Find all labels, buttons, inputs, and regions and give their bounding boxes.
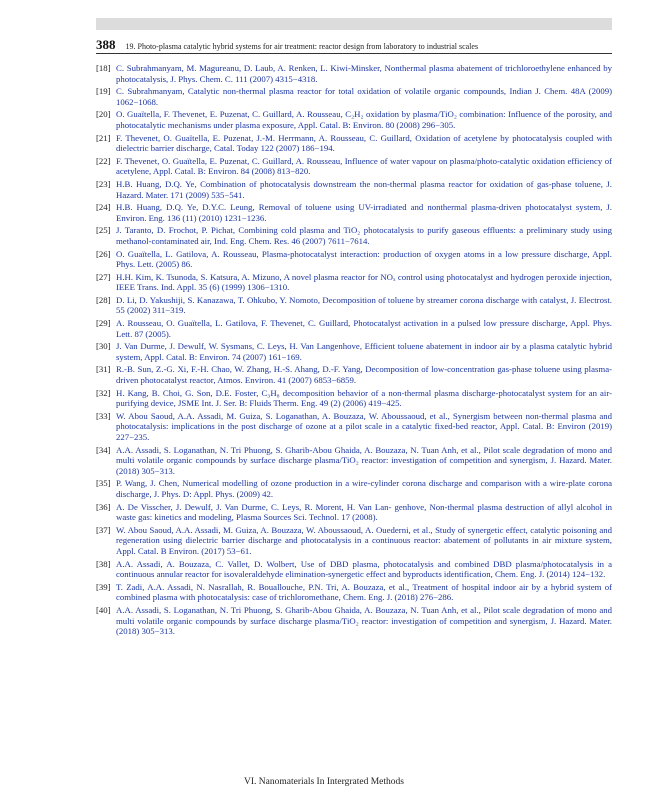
reference-link[interactable]: A.A. Assadi, S. Loganathan, N. Tri Phuong, S. Gharib-Abou Ghaida, A. Bouzaza, N. Tuan Anh, et al., Pilot scale degradation of mono and multi volatile organic compounds by surface discharge plasma/TiO₂ reactor: investigation of competition and synergism, J. Hazard. Mater. (2018) 305−313.: [116, 604, 612, 637]
reference-item: [96, 249, 612, 270]
reference-link[interactable]: W. Abou Saoud, A.A. Assadi, M. Guiza, S. Loganathan, A. Bouzaza, W. Aboussaoud, et al., Synergism between non-thermal plasma and photocatalysis: implications in the post discharge of ozone at a pilot scale in a catalytic fixed-bed reactor, Appl. Catal. B: Environ (2019) 227−235.: [116, 410, 612, 442]
reference-item: [96, 202, 612, 223]
reference-number: [30]: [96, 341, 111, 352]
reference-number: [34]: [96, 444, 111, 455]
reference-item: [96, 295, 612, 316]
reference-item: [96, 559, 612, 580]
reference-item: [96, 582, 612, 603]
reference-number: [22]: [96, 155, 111, 166]
reference-item: [96, 63, 612, 84]
header-band: [96, 18, 612, 30]
page-number: 388: [96, 37, 116, 52]
reference-number: [31]: [96, 364, 111, 375]
reference-number: [29]: [96, 318, 111, 329]
reference-number: [19]: [96, 86, 111, 97]
reference-link[interactable]: T. Zadi, A.A. Assadi, N. Nasrallah, R. Bouallouche, P.N. Tri, A. Bouzaza, et al., Treatment of hospital indoor air by a hybrid system of combined plasma with photocatalysis: case of trichloromethane, Chem. Eng. J. (2018) 276−286.: [116, 581, 612, 603]
reference-item: [96, 318, 612, 339]
reference-number: [24]: [96, 202, 111, 213]
reference-number: [39]: [96, 581, 111, 592]
reference-item: [96, 388, 612, 409]
reference-item: [96, 605, 612, 637]
section-footer: VI. Nanomaterials In Intergrated Methods: [244, 777, 404, 787]
reference-link[interactable]: C. Subrahmanyam, Catalytic non-thermal plasma reactor for total oxidation of volatile organic compounds, Indian J. Chem. 48A (2009) 1062−1068.: [116, 86, 612, 107]
reference-link[interactable]: W. Abou Saoud, A.A. Assadi, M. Guiza, A. Bouzaza, W. Aboussaoud, A. Ouederni, et al., Study of synergetic effect, catalytic poisoning and regeneration using dielectric barrier discharge and photocatalysis in a continuous reactor: abatement of pollutants in air mixture system, Appl. Catal. B Environ. (2017) 53−61.: [116, 524, 612, 556]
reference-link[interactable]: A.A. Assadi, S. Loganathan, N. Tri Phuong, S. Gharib-Abou Ghaida, A. Bouzaza, N. Tuan Anh, et al., Pilot scale degradation of mono and multi volatile organic compounds by surface discharge plasma/TiO₂ reactor: investigation of competition and synergism, J. Hazard. Mater. (2018) 305−313.: [116, 444, 612, 476]
reference-link[interactable]: A. Rousseau, O. Guaïtella, L. Gatilova, F. Thevenet, C. Guillard, Photocatalyst activation in a pulsed low pressure discharge, Appl. Phys. Lett. 87 (2005).: [116, 318, 612, 339]
reference-list: [96, 63, 612, 639]
running-header: [96, 37, 612, 54]
reference-number: [36]: [96, 501, 111, 512]
reference-number: [18]: [96, 63, 111, 73]
reference-link[interactable]: O. Guaïtella, F. Thevenet, E. Puzenat, C. Guillard, A. Rousseau, C₂H₂ oxidation by plasma/TiO₂ combination: Influence of the porosity, and photocatalytic mechanisms under plasma exposure, Appl. Catal. B: Environ. 80 (2008) 296−305.: [116, 109, 612, 130]
reference-number: [27]: [96, 271, 111, 282]
reference-item: [96, 225, 612, 246]
reference-number: [20]: [96, 109, 111, 120]
reference-number: [23]: [96, 178, 111, 189]
reference-link[interactable]: H.B. Huang, D.Q. Ye, Combination of photocatalysis downstream the non-thermal plasma reactor for oxidation of gas-phase toluene, J. Hazard. Mater. 171 (2009) 535−541.: [116, 178, 612, 200]
reference-link[interactable]: J. Taranto, D. Frochot, P. Pichat, Combining cold plasma and TiO₂ photocatalysis to purify gaseous effluents: a preliminary study using methanol-contaminated air, Ind. Eng. Chem. Res. 46 (2007) 7611−7614.: [116, 225, 612, 246]
reference-link[interactable]: O. Guaïtella, L. Gatilova, A. Rousseau, Plasma-photocatalyst interaction: production of oxygen atoms in a low pressure discharge, Appl. Phys. Lett. (2005) 86.: [116, 248, 612, 270]
reference-item: [96, 86, 612, 107]
reference-link[interactable]: J. Van Durme, J. Dewulf, W. Sysmans, C. Leys, H. Van Langenhove, Efficient toluene abatement in indoor air by a plasma catalytic hybrid system, Appl. Catal. B: Environ. 74 (2007) 161−169.: [116, 341, 612, 362]
reference-link[interactable]: R.-B. Sun, Z.-G. Xi, F.-H. Chao, W. Zhang, H.-S. Ahang, D.-F. Yang, Decomposition of low-concentration gas-phase toluene using plasma-driven photocatalyst reactor, Atmos. Environ. 41 (2007) 6853−6859.: [116, 364, 612, 386]
reference-number: [21]: [96, 132, 111, 143]
reference-number: [25]: [96, 225, 111, 236]
reference-item: [96, 411, 612, 443]
reference-link[interactable]: F. Thevenet, O. Guaïtella, E. Puzenat, C. Guillard, A. Rousseau, Influence of water vapour on plasma/photo-catalytic oxidation efficiency of acetylene, Appl. Catal. B: Environ. 84 (2008) 813−820.: [116, 155, 612, 177]
reference-item: [96, 478, 612, 499]
reference-link[interactable]: H.H. Kim, K. Tsunoda, S. Katsura, A. Mizuno, A novel plasma reactor for NOₓ control using photocatalyst and hydrogen peroxide injection, IEEE Trans. Ind. Appl. 35 (6) (1999) 1306−1310.: [116, 271, 612, 293]
reference-link[interactable]: D. Li, D. Yakushiji, S. Kanazawa, T. Ohkubo, Y. Nomoto, Decomposition of toluene by streamer corona discharge with catalyst, J. Electrost. 55 (2002) 311−319.: [116, 294, 612, 316]
reference-number: [28]: [96, 294, 111, 305]
reference-number: [26]: [96, 248, 111, 259]
reference-item: [96, 156, 612, 177]
reference-link[interactable]: H.B. Huang, D.Q. Ye, D.Y.C. Leung, Removal of toluene using UV-irradiated and nonthermal plasma-driven photocatalyst system, J. Environ. Eng. 136 (11) (2010) 1231−1236.: [116, 202, 612, 223]
reference-item: [96, 341, 612, 362]
reference-item: [96, 109, 612, 130]
reference-link[interactable]: P. Wang, J. Chen, Numerical modelling of ozone production in a wire-cylinder corona discharge and comparison with a wire-plate corona discharge, J. Phys. D: Appl. Phys. (2009) 42.: [116, 478, 612, 499]
running-title: 19. Photo-plasma catalytic hybrid systems for air treatment: reactor design from laboratory to industrial scales: [125, 42, 479, 51]
reference-link[interactable]: H. Kang, B. Choi, G. Son, D.E. Foster, C₃H₈ decomposition behavior of a non-thermal plasma discharge-photocatalyst system for an air-purifying device, JSME Int. J. Ser. B: Fluids Therm. Eng. 49 (2) (2006) 419−425.: [116, 387, 612, 409]
reference-number: [40]: [96, 604, 111, 615]
reference-link[interactable]: C. Subrahmanyam, M. Magureanu, D. Laub, A. Renken, L. Kiwi-Minsker, Nonthermal plasma abatement of trichloroethylene enhanced by photocatalysis, J. Phys. Chem. C. 111 (2007) 4315−4318.: [116, 63, 612, 84]
reference-item: [96, 179, 612, 200]
reference-item: [96, 133, 612, 154]
reference-number: [33]: [96, 410, 111, 421]
reference-item: [96, 525, 612, 557]
reference-item: [96, 364, 612, 385]
reference-link[interactable]: F. Thevenet, O. Guaïtella, E. Puzenat, J.-M. Herrmann, A. Rousseau, C. Guillard, Oxidation of acetylene by photocatalysis coupled with dielectric barrier discharge, Catal. Today 122 (2007) 186−194.: [116, 132, 612, 154]
reference-number: [35]: [96, 478, 111, 489]
reference-item: [96, 272, 612, 293]
reference-item: [96, 502, 612, 523]
reference-number: [32]: [96, 387, 111, 398]
reference-item: [96, 445, 612, 477]
reference-link[interactable]: A.A. Assadi, A. Bouzaza, C. Vallet, D. Wolbert, Use of DBD plasma, photocatalysis and combined DBD plasma/photocatalysis in a continuous annular reactor for isovaleraldehyde elimination-synergetic effect and byproducts identification, Chem. Eng. J. (2014) 124−132.: [116, 558, 612, 580]
reference-number: [37]: [96, 524, 111, 535]
reference-link[interactable]: A. De Visscher, J. Dewulf, J. Van Durme, C. Leys, R. Morent, H. Van Lan- genhove, Non-thermal plasma destruction of allyl alcohol in waste gas: kinetics and modeling, Plasma Sources Sci. Technol. 17 (2008).: [116, 501, 612, 523]
reference-number: [38]: [96, 558, 111, 569]
